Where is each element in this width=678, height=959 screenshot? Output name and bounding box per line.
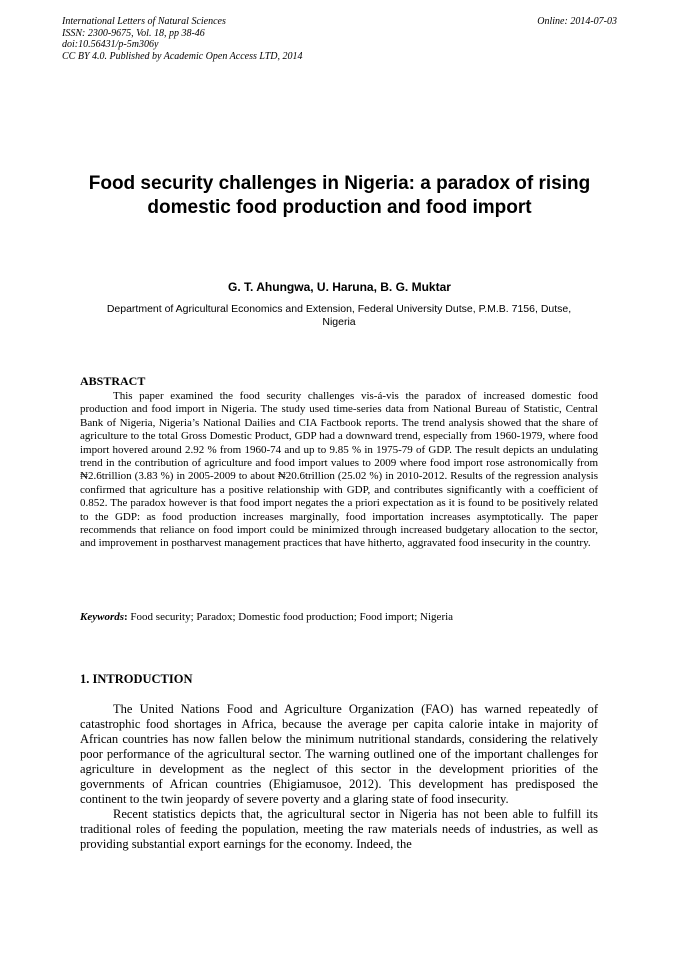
- keywords-line: Keywords: Food security; Paradox; Domestic food production; Food import; Nigeria: [80, 611, 454, 623]
- author-list: G. T. Ahungwa, U. Haruna, B. G. Muktar: [228, 280, 451, 294]
- introduction-body: [80, 702, 598, 852]
- author-affiliation: Department of Agricultural Economics and Extension, Federal University Dutse, P.M.B. 7156, Dutse, Nigeria: [106, 303, 572, 328]
- journal-name: International Letters of Natural Sciences: [62, 16, 226, 27]
- body-paragraph: The United Nations Food and Agriculture Organization (FAO) has warned repeatedly of catastrophic food shortages in Africa, because the average per capita calorie intake in majority of African countries has now fallen below the minimum nutritional standards, considering the relatively poor performance of the agricultural sector. The warning outlined one of the important challenges for agriculture in development as the neglect of this sector in the development priorities of the governments of African countries (Ehigiamusoe, 2012). This development has predisposed the continent to the twin jeopardy of severe poverty and a glaring state of food insecurity.: [80, 702, 598, 806]
- online-date: Online: 2014-07-03: [537, 16, 617, 27]
- issn-info: ISSN: 2300-9675, Vol. 18, pp 38-46: [62, 27, 205, 39]
- keywords-label: Keywords: [80, 611, 124, 623]
- body-paragraph: Recent statistics depicts that, the agricultural sector in Nigeria has not been able to fulfill its traditional roles of feeding the population, meeting the raw materials needs of industries, as well as providing substantial export earnings for the economy. Indeed, the: [80, 807, 598, 851]
- abstract-heading: ABSTRACT: [80, 374, 146, 388]
- journal-header: [62, 16, 617, 62]
- doi-info: doi:10.56431/p-5m306y: [62, 39, 159, 50]
- paper-title: Food security challenges in Nigeria: a paradox of rising domestic food production and food import: [88, 173, 591, 218]
- section-heading-introduction: 1. INTRODUCTION: [80, 672, 193, 686]
- keywords-text: Food security; Paradox; Domestic food production; Food import; Nigeria: [130, 611, 454, 623]
- license-info: CC BY 4.0. Published by Academic Open Access LTD, 2014: [62, 50, 303, 62]
- abstract-text: This paper examined the food security challenges vis-á-vis the paradox of increased domestic food production and food import in Nigeria. The study used time-series data from National Bureau of Statistic, Central Bank of Nigeria, Nigeria’s National Dailies and CIA Factbook reports. The trend analysis showed that the share of agriculture to the total Gross Domestic Product, GDP had a downward trend, especially from 1960-1979, where food import hovered around 2.92 % from 1960-74 and up to 9.85 % in 1975-79 of GDP. The result depicts an undulating trend in the contribution of agriculture and food import values to 2009 where food import rose astronomically from ₦2.6trillion (3.83 %) in 2005-2009 to about ₦20.6trillion (25.02 %) in 2010-2012. Results of the regression analysis confirmed that agriculture has a positive relationship with GDP, and contributes significantly with a coefficient of 0.852. The paradox however is that food import negates the a priori expectation as it is found to be positively related to the GDP: as food production increases marginally, food importation increases asymptotically. The paper recommends that reliance on food import could be minimized through increased budgetary allocation to the sector, and improvement in postharvest management practices that have hitherto, aggravated food insecurity in the country.: [80, 390, 598, 550]
